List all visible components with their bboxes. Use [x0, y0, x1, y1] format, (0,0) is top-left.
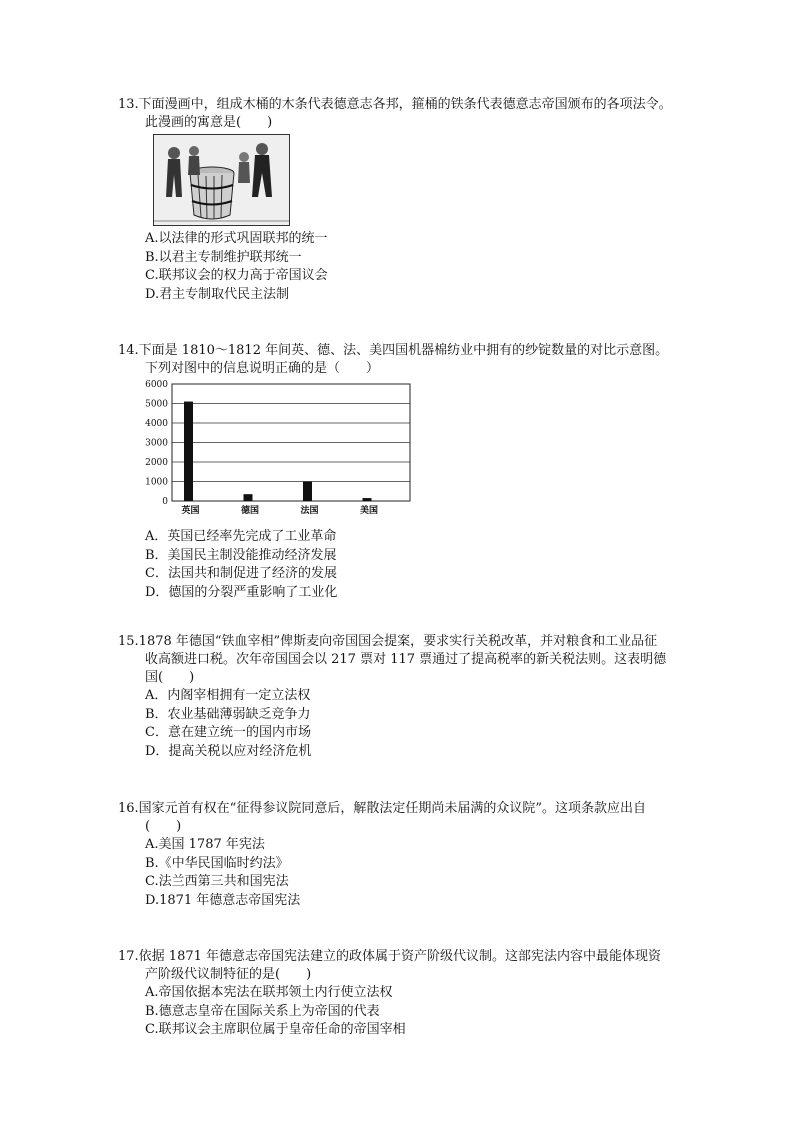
option-c[interactable]: C．意在建立统一的国内市场: [145, 725, 311, 740]
question-16-options: [118, 836, 708, 910]
y-tick-label: 2000: [145, 458, 168, 468]
option-a[interactable]: A.美国 1787 年宪法: [145, 837, 265, 852]
question-16-stem-cont: ( ): [145, 819, 182, 834]
option-a[interactable]: A．英国已经率先完成了工业革命: [145, 529, 337, 544]
question-13: [118, 96, 708, 304]
bar-2: [303, 482, 312, 502]
barrel-cartoon-image: [153, 134, 290, 226]
x-category-label: 美国: [359, 506, 379, 516]
y-tick-label: 0: [162, 497, 168, 507]
question-16: [118, 800, 708, 910]
option-a[interactable]: A．内阁宰相拥有一定立法权: [145, 688, 311, 703]
option-d[interactable]: D．提高关税以应对经济危机: [145, 743, 312, 759]
question-15: [118, 633, 708, 761]
question-14: [118, 342, 708, 602]
option-a[interactable]: A.以法律的形式巩固联邦的统一: [145, 231, 328, 246]
spindle-bar-chart: [138, 380, 708, 526]
question-14-stem: 14.下面是 1810～1812 年间英、德、法、美四国机器棉纺业中拥有的纱锭数量的对比示意图。: [118, 343, 669, 358]
option-d[interactable]: D.1871 年德意志帝国宪法: [145, 892, 301, 908]
chart-svg: [138, 380, 418, 520]
question-13-options: [118, 230, 708, 304]
y-tick-label: 3000: [145, 438, 168, 449]
option-c[interactable]: C.联邦议会主席职位属于皇帝任命的帝国宰相: [145, 1022, 406, 1037]
option-b[interactable]: B．农业基础薄弱缺乏竞争力: [145, 706, 311, 722]
question-16-stem: 16.国家元首有权在“征得参议院同意后，解散法定任期尚未届满的众议院”。这项条款应出自: [118, 801, 646, 816]
x-category-label: 法国: [300, 506, 319, 516]
question-13-stem: 13.下面漫画中，组成木桶的木条代表德意志各邦，箍桶的铁条代表德意志帝国颁布的各项法令。: [118, 97, 672, 112]
question-15-stem-cont2: 国( ): [145, 670, 195, 685]
y-tick-label: 6000: [145, 380, 168, 390]
y-tick-label: 5000: [145, 399, 168, 410]
y-tick-label: 4000: [145, 419, 168, 429]
option-c[interactable]: C.联邦议会的权力高于帝国议会: [145, 268, 328, 283]
question-13-stem-cont: 此漫画的寓意是( ): [145, 115, 273, 130]
bar-1: [244, 494, 253, 501]
x-category-label: 德国: [240, 506, 260, 516]
option-d[interactable]: D.君主专制取代民主法制: [145, 286, 290, 302]
question-17-stem: 17.依据 1871 年德意志帝国宪法建立的政体属于资产阶级代议制。这部宪法内容中最能体现资: [118, 949, 662, 964]
y-tick-label: 1000: [145, 477, 168, 488]
option-d[interactable]: D．德国的分裂严重影响了工业化: [145, 584, 338, 600]
option-a[interactable]: A.帝国依据本宪法在联邦领土内行使立法权: [145, 985, 393, 1000]
option-b[interactable]: B．美国民主制没能推动经济发展: [145, 547, 337, 563]
question-17-options: [118, 984, 708, 1040]
option-b[interactable]: B.《中华民国临时约法》: [145, 855, 289, 871]
question-15-options: [118, 687, 708, 761]
question-14-stem-cont: 下列对图中的信息说明正确的是（ ）: [145, 361, 380, 376]
option-c[interactable]: C．法国共和制促进了经济的发展: [145, 566, 337, 581]
question-17-stem-cont: 产阶级代议制特征的是( ): [145, 967, 312, 982]
question-14-options: [118, 528, 708, 602]
option-b[interactable]: B.德意志皇帝在国际关系上为帝国的代表: [145, 1003, 380, 1019]
question-15-stem-cont: 收高额进口税。次年帝国国会以 217 票对 117 票通过了提高税率的新关税法则。这表明德: [145, 652, 667, 667]
bar-0: [184, 402, 193, 501]
question-15-stem: 15.1878 年德国“铁血宰相”俾斯麦向帝国国会提案，要求实行关税改革，并对粮食和工业品征: [118, 634, 658, 649]
x-category-label: 英国: [181, 506, 200, 516]
question-17: [118, 948, 708, 1040]
option-b[interactable]: B.以君主专制维护联邦统一: [145, 249, 302, 265]
bar-3: [363, 498, 372, 501]
option-c[interactable]: C.法兰西第三共和国宪法: [145, 874, 289, 889]
